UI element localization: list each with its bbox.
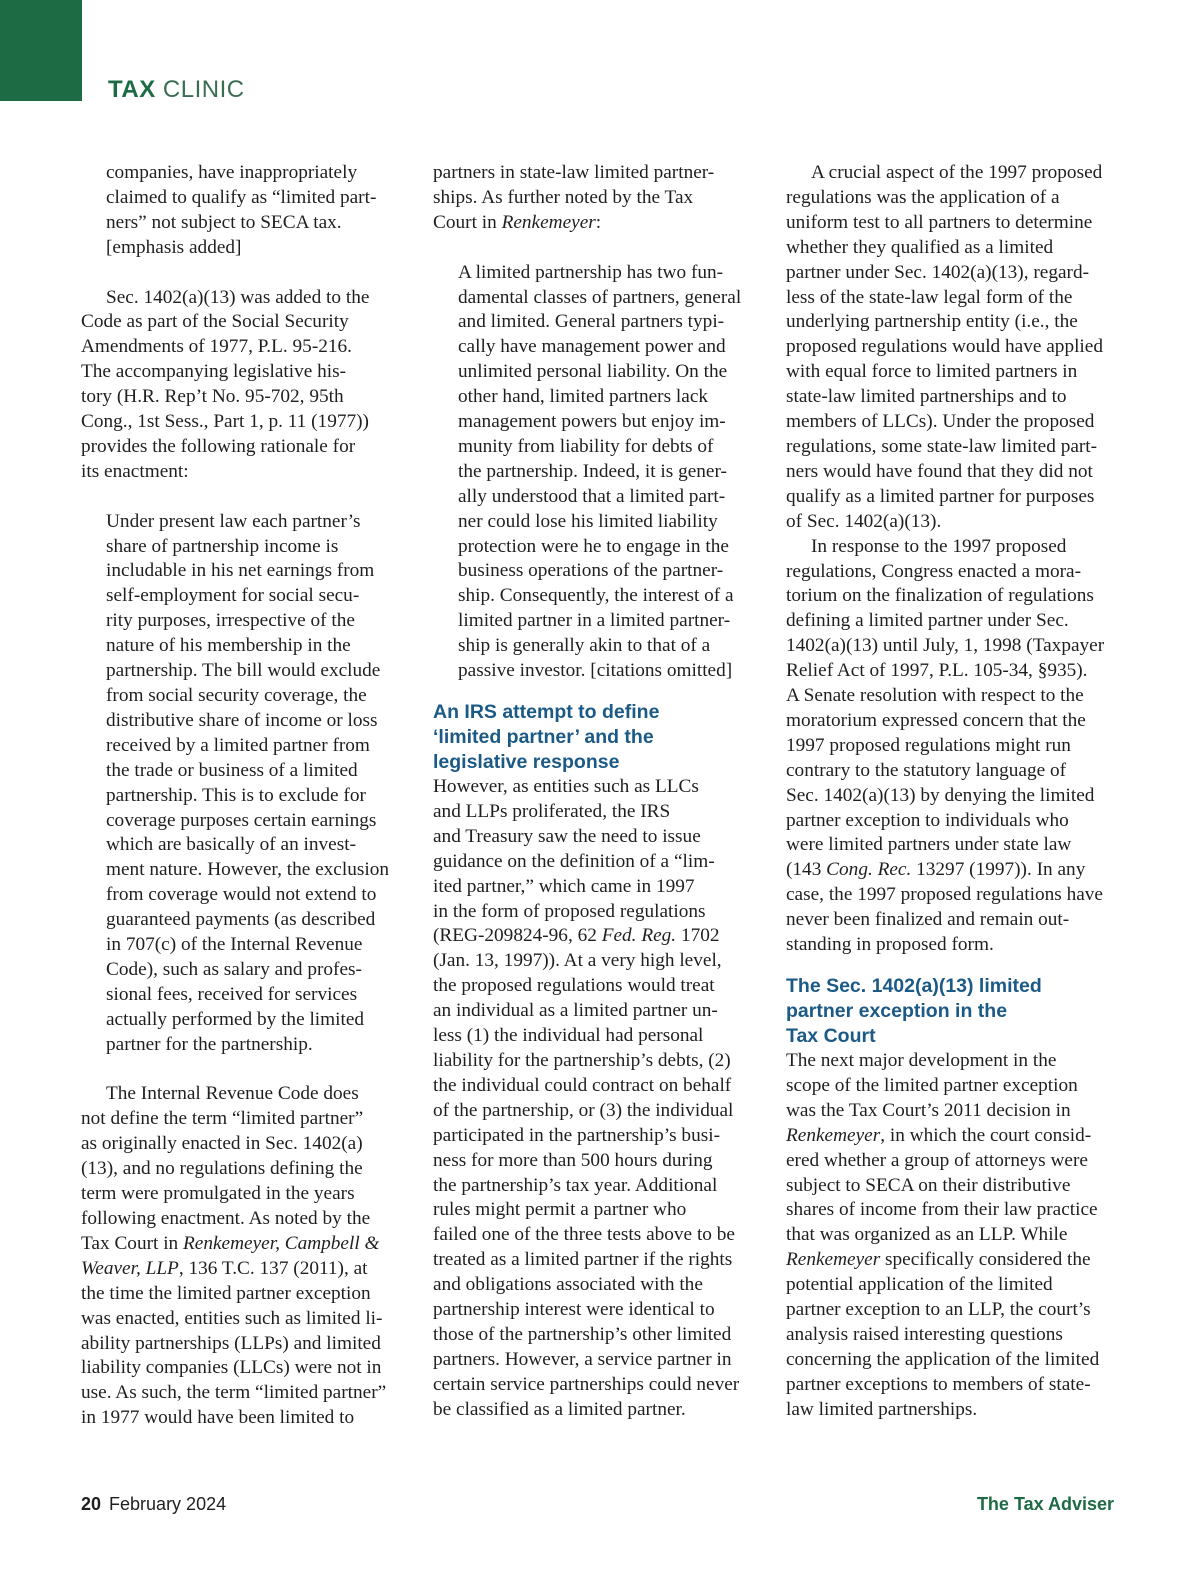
text-line: management powers but enjoy im-: [458, 411, 726, 433]
text-line: 1997 proposed regulations might run: [786, 734, 1071, 756]
section-label-light: CLINIC: [162, 76, 245, 103]
text-line: in 1977 would have been limited to: [81, 1407, 355, 1429]
text-line: ners” not subject to SECA tax.: [106, 211, 342, 233]
text-line: ability partnerships (LLPs) and limited: [81, 1332, 381, 1354]
text-line: with equal force to limited partners in: [786, 361, 1078, 383]
text-line: ners would have found that they did not: [786, 460, 1093, 482]
text-line: and obligations associated with the: [433, 1274, 703, 1296]
section-heading-irs-attempt: [433, 700, 763, 775]
text-line: munity from liability for debts of: [458, 435, 714, 457]
text-line: defining a limited partner under Sec.: [786, 610, 1069, 632]
text-line: includable in his net earnings from: [106, 560, 375, 582]
text-line: be classified as a limited partner.: [433, 1398, 686, 1420]
footer-folio: [81, 1494, 226, 1515]
text-line: whether they qualified as a limited: [786, 236, 1054, 258]
text-line: Sec. 1402(a)(13) was added to the: [106, 286, 370, 308]
text-line: less of the state-law legal form of the: [786, 286, 1073, 308]
text-line: less (1) the individual had personal: [433, 1025, 704, 1047]
heading-line: legislative response: [433, 751, 620, 774]
text-line: was enacted, entities such as limited li-: [81, 1307, 383, 1329]
heading-line: The Sec. 1402(a)(13) limited: [786, 975, 1042, 997]
text-line: regulations, some state-law limited part-: [786, 435, 1098, 457]
text-line: Code), such as salary and profes-: [106, 958, 362, 980]
publication-name: The Tax Adviser: [976, 1494, 1114, 1514]
text-line: shares of income from their law practice: [786, 1199, 1098, 1221]
text-line: were limited partners under state law: [786, 834, 1072, 856]
text-line: Code as part of the Social Security: [81, 311, 349, 333]
text-line: share of partnership income is: [106, 535, 339, 557]
text-line: ited partner,” which came in 1997: [433, 875, 695, 897]
text-line: actually performed by the limited: [106, 1008, 365, 1030]
block-quote-continued: [81, 161, 411, 261]
text-line: [786, 1248, 1118, 1273]
text-line: regulations, Congress enacted a mora-: [786, 560, 1082, 582]
text-line: nature of his membership in the: [106, 635, 351, 657]
text-line: which are basically of an invest-: [106, 834, 357, 856]
text-line: those of the partnership’s other limited: [433, 1323, 732, 1345]
text-line: partner for the partnership.: [106, 1033, 313, 1055]
text-line: standing in proposed form.: [786, 934, 994, 956]
text-line: Cong., 1st Sess., Part 1, p. 11 (1977)): [81, 411, 369, 433]
text-line: [emphasis added]: [106, 236, 242, 258]
text-line: never been finalized and remain out-: [786, 909, 1070, 931]
text-line: ally understood that a limited part-: [458, 485, 726, 507]
text-line: from coverage would not extend to: [106, 884, 377, 906]
text-line: Relief Act of 1997, P.L. 105-34, §935).: [786, 660, 1088, 682]
text-line: [433, 924, 763, 949]
case-name: Weaver, LLP: [81, 1257, 179, 1279]
publication-name: Cong. Rec.: [826, 859, 912, 881]
text-line: ered whether a group of attorneys were: [786, 1149, 1088, 1171]
text-line: in 707(c) of the Internal Revenue: [106, 934, 363, 956]
text-line: partner under Sec. 1402(a)(13), regard-: [786, 261, 1090, 283]
text-line: partner exception to an LLP, the court’s: [786, 1299, 1091, 1321]
text-line: ness for more than 500 hours during: [433, 1149, 713, 1171]
text-line: was the Tax Court’s 2011 decision in: [786, 1099, 1071, 1121]
text-line: ner could lose his limited liability: [458, 510, 718, 532]
text-line: and limited. General partners typi-: [458, 311, 725, 333]
text-line: proposed regulations would have applied: [786, 336, 1103, 358]
text-line: subject to SECA on their distributive: [786, 1174, 1071, 1196]
section-heading-tax-court: [786, 974, 1118, 1049]
text-line: [786, 1124, 1118, 1149]
text-run: (REG-209824-96, 62: [433, 925, 602, 947]
text-line: (13), and no regulations defining the: [81, 1158, 363, 1180]
case-name: Renkemeyer: [786, 1124, 881, 1146]
case-name: Renkemeyer: [501, 211, 596, 233]
text-line: not define the term “limited partner”: [81, 1108, 364, 1130]
text-line: protection were he to engage in the: [458, 535, 729, 557]
text-line: ship is generally akin to that of a: [458, 635, 711, 657]
text-run: , 136 T.C. 137 (2011), at: [178, 1257, 368, 1279]
text-run: :: [595, 211, 602, 233]
text-line: rules might permit a partner who: [433, 1199, 687, 1221]
text-line: partnership. The bill would exclude: [106, 660, 381, 682]
issue-date: February 2024: [109, 1494, 227, 1514]
text-line: [81, 1232, 411, 1257]
text-line: treated as a limited partner if the rights: [433, 1249, 733, 1271]
column-2: [433, 161, 763, 1423]
text-line: following enactment. As noted by the: [81, 1208, 371, 1230]
text-run: 13297 (1997)). In any: [911, 859, 1086, 881]
text-line: companies, have inappropriately: [106, 162, 358, 183]
text-line: passive investor. [citations omitted]: [458, 660, 733, 682]
block-quote-rationale: [81, 510, 411, 1058]
text-line: provides the following rationale for: [81, 435, 356, 457]
text-line: potential application of the limited: [786, 1274, 1053, 1296]
text-line: business operations of the partner-: [458, 560, 724, 582]
text-line: partnership. This is to exclude for: [106, 784, 366, 806]
section-label-bold: TAX: [108, 76, 156, 103]
text-line: term were promulgated in the years: [81, 1183, 355, 1205]
text-line: contrary to the statutory language of: [786, 759, 1067, 781]
text-line: law limited partnerships.: [786, 1398, 978, 1420]
text-line: torium on the finalization of regulations: [786, 585, 1094, 607]
text-line: the partnership. Indeed, it is gener-: [458, 460, 727, 482]
text-run: , in which the court consid-: [880, 1124, 1092, 1146]
text-line: from social security coverage, the: [106, 685, 367, 706]
text-line: cally have management power and: [458, 336, 726, 358]
text-line: the partnership’s tax year. Additional: [433, 1174, 718, 1196]
text-line: analysis raised interesting questions: [786, 1323, 1063, 1345]
text-line: qualify as a limited partner for purposes: [786, 485, 1095, 507]
text-line: moratorium expressed concern that the: [786, 709, 1086, 731]
case-name: Renkemeyer, Campbell &: [183, 1232, 380, 1254]
text-line: its enactment:: [81, 460, 189, 482]
text-line: [786, 858, 1118, 883]
page-number: 20: [81, 1494, 102, 1514]
text-line: that was organized as an LLP. While: [786, 1224, 1068, 1246]
heading-line: ‘limited partner’ and the: [433, 726, 654, 749]
text-line: other hand, limited partners lack: [458, 386, 709, 408]
text-line: the proposed regulations would treat: [433, 975, 715, 997]
text-line: self-employment for social secu-: [106, 585, 360, 607]
case-name: Renkemeyer: [786, 1249, 881, 1271]
text-line: scope of the limited partner exception: [786, 1074, 1078, 1096]
text-line: partnership interest were identical to: [433, 1299, 715, 1321]
text-line: liability companies (LLCs) were not in: [81, 1357, 382, 1379]
text-line: received by a limited partner from: [106, 734, 370, 756]
text-line: A limited partnership has two fun-: [458, 261, 724, 283]
text-line: uniform test to all partners to determine: [786, 211, 1093, 233]
text-line: The Internal Revenue Code does: [106, 1083, 359, 1105]
text-line: guidance on the definition of a “lim-: [433, 850, 715, 872]
paragraph-moratorium: [786, 535, 1118, 958]
text-line: tory (H.R. Rep’t No. 95-702, 95th: [81, 386, 344, 408]
text-line: ship. Consequently, the interest of a: [458, 585, 734, 607]
text-run: Court in: [433, 211, 502, 233]
text-line: distributive share of income or loss: [106, 709, 378, 731]
text-line: However, as entities such as LLCs: [433, 776, 699, 798]
text-line: and LLPs proliferated, the IRS: [433, 800, 671, 822]
text-line: liability for the partnership’s debts, (2): [433, 1049, 731, 1071]
text-line: in the form of proposed regulations: [433, 900, 706, 922]
text-line: A Senate resolution with respect to the: [786, 685, 1084, 707]
text-line: (Jan. 13, 1997)). At a very high level,: [433, 950, 722, 972]
text-line: failed one of the three tests above to be: [433, 1224, 735, 1246]
text-line: state-law limited partnerships and to: [786, 386, 1067, 408]
text-line: members of LLCs). Under the proposed: [786, 411, 1095, 433]
text-line: claimed to qualify as “limited part-: [106, 186, 377, 208]
text-line: use. As such, the term “limited partner”: [81, 1382, 387, 1404]
text-line: Amendments of 1977, P.L. 95-216.: [81, 336, 352, 358]
paragraph-renkemeyer-decision: [786, 1049, 1118, 1423]
text-line: [81, 1257, 411, 1282]
page-footer: [81, 1494, 1114, 1518]
text-line: as originally enacted in Sec. 1402(a): [81, 1133, 363, 1155]
text-line: coverage purposes certain earnings: [106, 809, 377, 831]
text-line: sional fees, received for services: [106, 983, 358, 1005]
text-line: the individual could contract on behalf: [433, 1074, 732, 1096]
paragraph-tax-court-note: [433, 161, 763, 236]
paragraph-proposed-regulations: [433, 775, 763, 1423]
text-line: 1402(a)(13) until July, 1, 1998 (Taxpayer: [786, 635, 1105, 657]
paragraph-limited-partner-definition: [81, 1082, 411, 1431]
text-line: Sec. 1402(a)(13) by denying the limited: [786, 784, 1095, 806]
text-line: [433, 211, 763, 236]
text-run: (143: [786, 859, 827, 881]
header-color-block: [0, 0, 82, 101]
text-line: the trade or business of a limited: [106, 759, 358, 781]
text-line: A crucial aspect of the 1997 proposed: [811, 162, 1103, 183]
text-line: regulations was the application of a: [786, 186, 1060, 208]
text-line: and Treasury saw the need to issue: [433, 825, 701, 847]
publication-name: Fed. Reg.: [601, 925, 677, 947]
text-line: unlimited personal liability. On the: [458, 361, 728, 383]
heading-line: partner exception in the: [786, 1000, 1008, 1022]
heading-line: Tax Court: [786, 1025, 876, 1047]
text-line: rity purposes, irrespective of the: [106, 610, 355, 632]
text-line: guaranteed payments (as described: [106, 909, 376, 931]
heading-line: An IRS attempt to define: [433, 701, 660, 724]
text-line: In response to the 1997 proposed: [811, 535, 1067, 557]
column-3: [786, 161, 1118, 1423]
text-run: specifically considered the: [880, 1249, 1091, 1271]
text-line: damental classes of partners, general: [458, 286, 742, 308]
text-line: an individual as a limited partner un-: [433, 1000, 718, 1022]
text-line: partner exception to individuals who: [786, 809, 1069, 831]
text-line: certain service partnerships could never: [433, 1373, 740, 1395]
section-label: [108, 76, 245, 104]
text-line: concerning the application of the limited: [786, 1348, 1100, 1370]
text-line: underlying partnership entity (i.e., the: [786, 311, 1078, 333]
paragraph-legislative-history: [81, 286, 411, 485]
text-line: the time the limited partner exception: [81, 1282, 371, 1304]
text-run: 1702: [676, 925, 720, 947]
text-line: Under present law each partner’s: [106, 510, 361, 532]
text-line: partners in state-law limited partner-: [433, 162, 715, 183]
text-line: partners. However, a service partner in: [433, 1348, 732, 1370]
text-line: The next major development in the: [786, 1050, 1057, 1071]
paragraph-uniform-test: [786, 161, 1118, 535]
text-line: of the partnership, or (3) the individual: [433, 1099, 734, 1121]
text-line: case, the 1997 proposed regulations have: [786, 884, 1103, 906]
text-line: of Sec. 1402(a)(13).: [786, 510, 942, 532]
text-line: partner exceptions to members of state-: [786, 1373, 1091, 1395]
column-1: [81, 161, 411, 1431]
text-run: Tax Court in: [81, 1232, 184, 1254]
text-line: limited partner in a limited partner-: [458, 610, 731, 632]
block-quote-renkemeyer: [433, 261, 763, 684]
text-line: participated in the partnership’s busi-: [433, 1124, 720, 1146]
text-line: The accompanying legislative his-: [81, 361, 347, 383]
text-line: ships. As further noted by the Tax: [433, 186, 694, 208]
text-line: ment nature. However, the exclusion: [106, 859, 389, 881]
